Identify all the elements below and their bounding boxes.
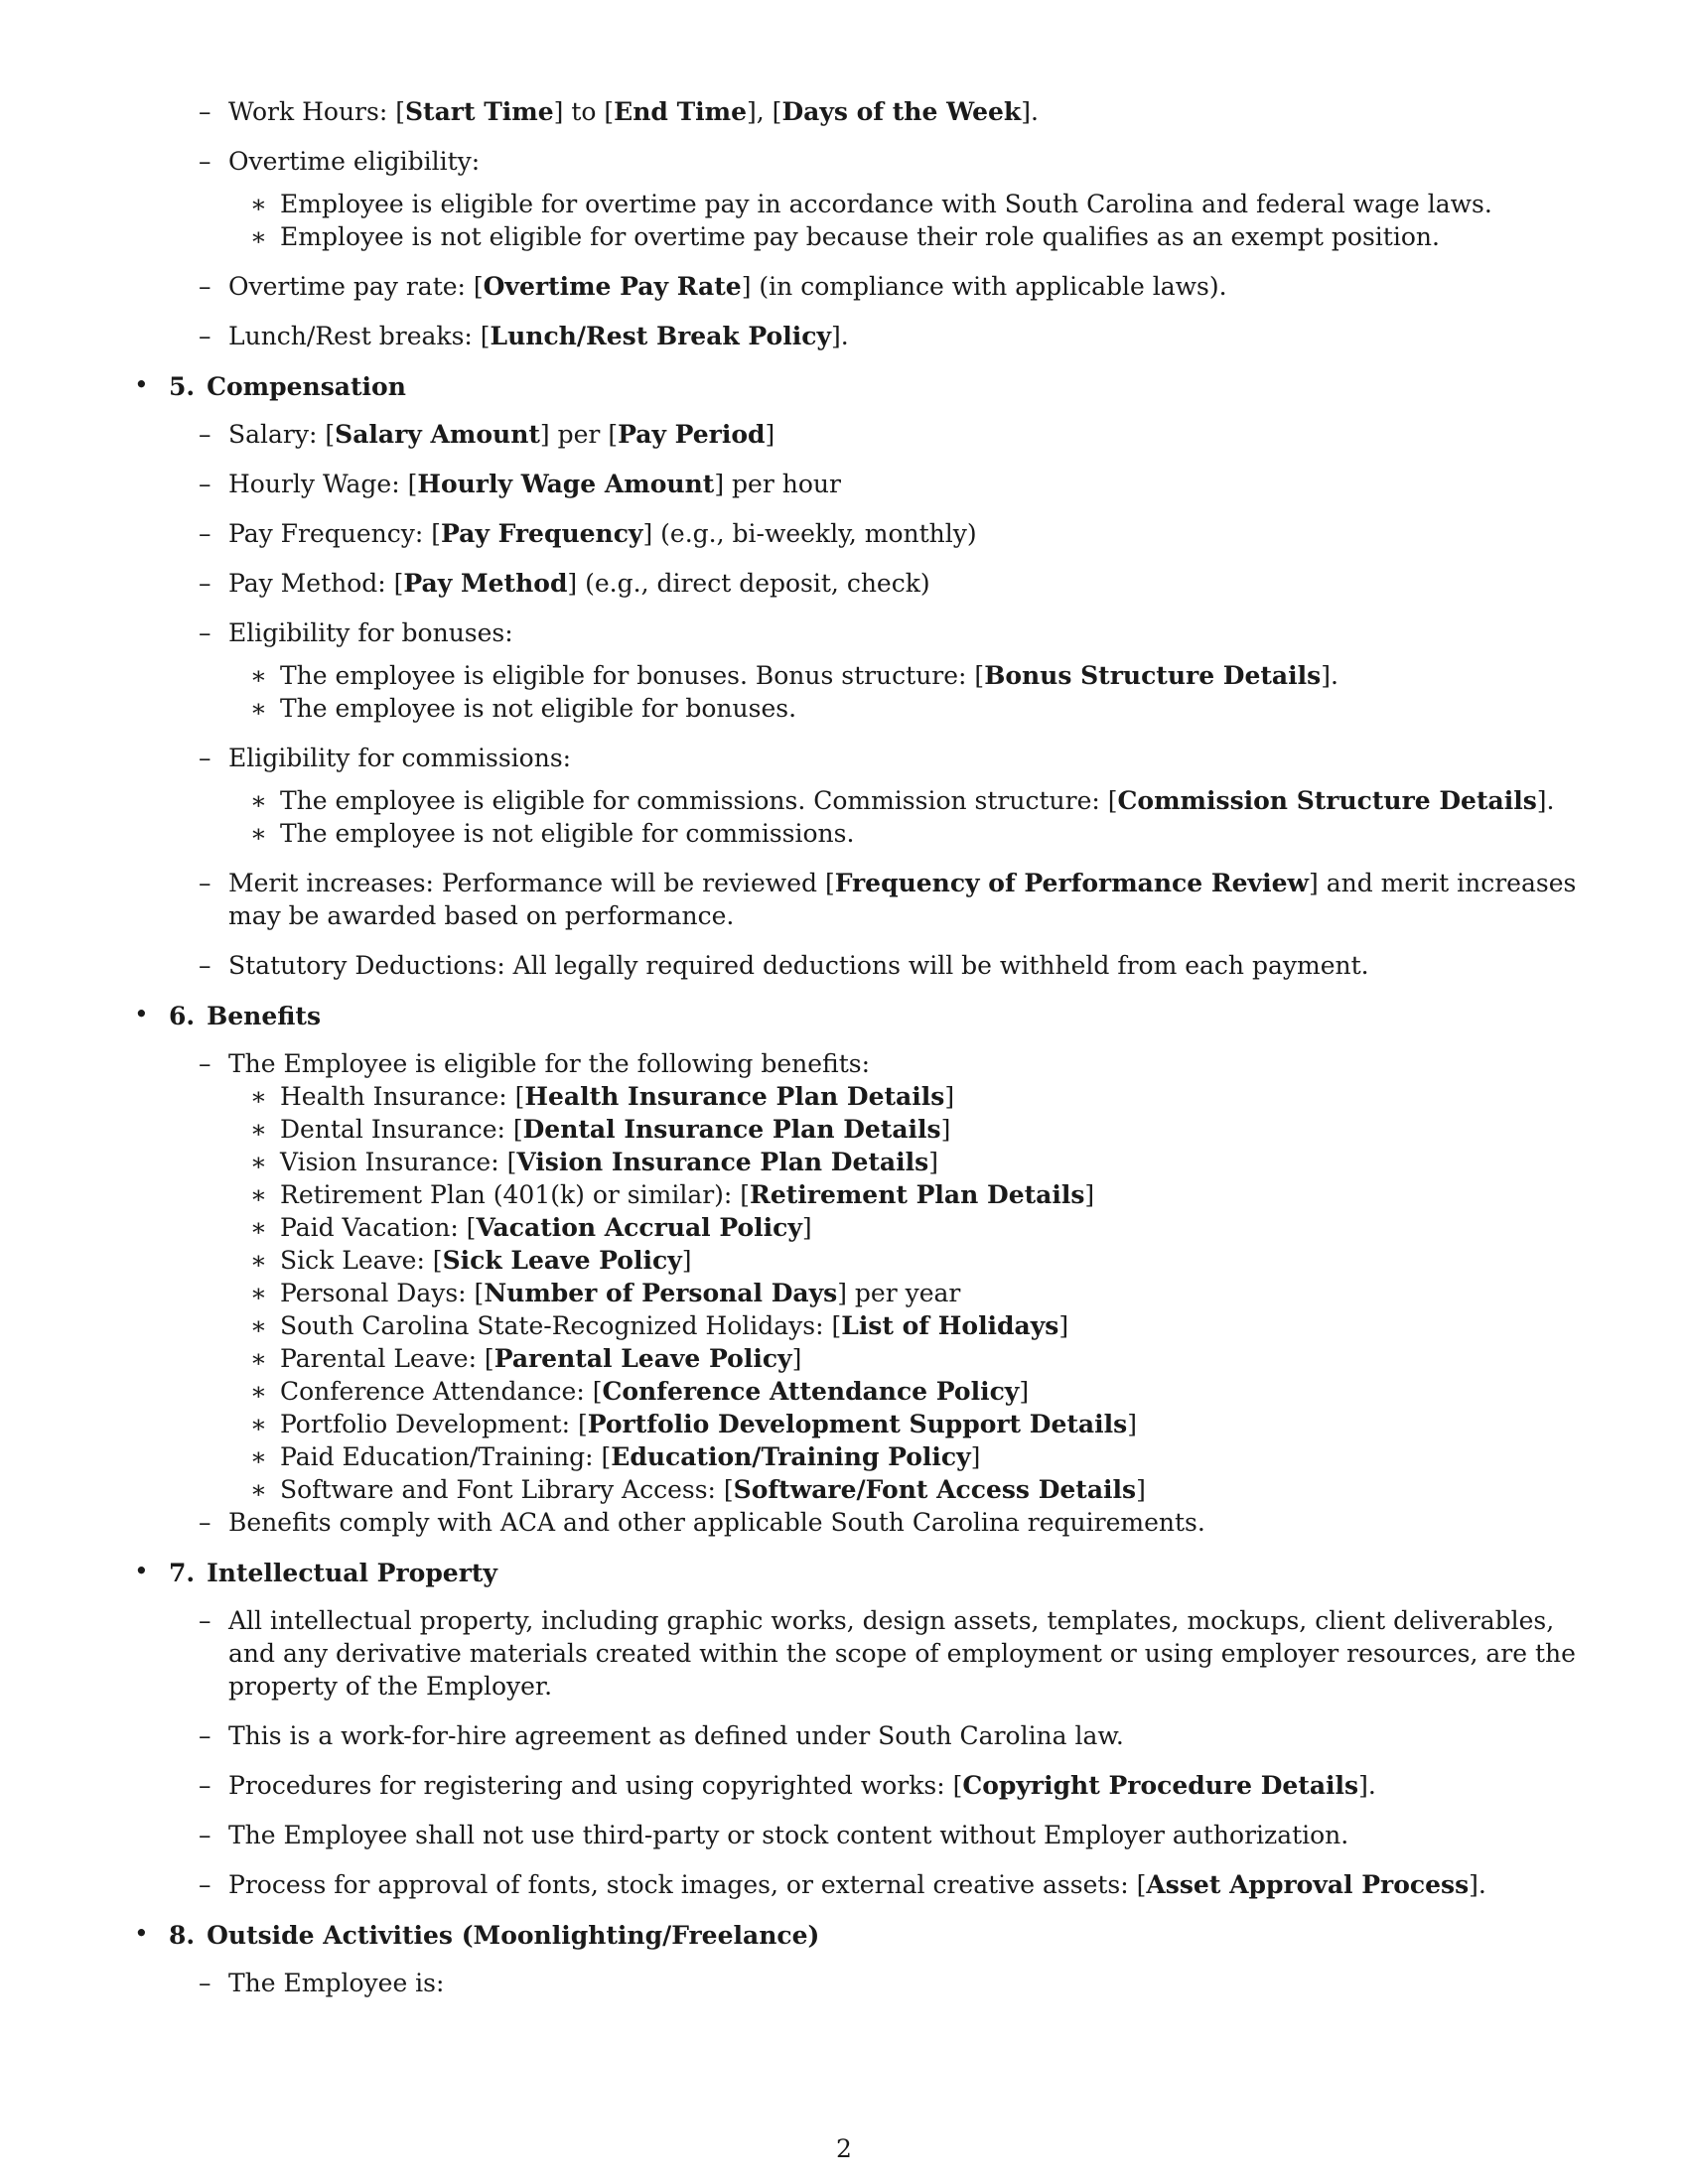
overtime-rate-item: – Overtime pay rate: [Overtime Pay Rate] (in compliance with applicable laws). xyxy=(127,270,1597,303)
benefit-item: ∗ Paid Vacation: [Vacation Accrual Policy] xyxy=(127,1211,1597,1244)
overtime-options xyxy=(127,188,1597,253)
section-heading: • 6. Benefits xyxy=(169,1002,322,1030)
page-number: 2 xyxy=(836,2134,852,2163)
merit-increases-item: – Merit increases: Performance will be reviewed [Frequency of Performance Review] and merit increases may be awarded based on performance. xyxy=(127,867,1597,932)
document-body xyxy=(127,95,1597,2016)
section-intellectual-property xyxy=(127,1557,1597,1590)
bonus-option-eligible: ∗ The employee is eligible for bonuses. Bonus structure: [Bonus Structure Details]. xyxy=(127,659,1597,692)
benefit-item: ∗ Personal Days: [Number of Personal Days] per year xyxy=(127,1277,1597,1309)
section-compensation xyxy=(127,370,1597,404)
benefits-intro-item: – The Employee is eligible for the following benefits: xyxy=(127,1047,1597,1080)
work-hours-item: – Work Hours: [Start Time] to [End Time], [Days of the Week]. xyxy=(127,95,1597,128)
commission-options xyxy=(127,784,1597,850)
section-heading: • 8. Outside Activities (Moonlighting/Freelance) xyxy=(169,1921,820,1950)
benefit-item: ∗ Paid Education/Training: [Education/Training Policy] xyxy=(127,1440,1597,1473)
bonus-options xyxy=(127,659,1597,725)
commission-option-eligible: ∗ The employee is eligible for commissions. Commission structure: [Commission Structure Details]. xyxy=(127,784,1597,817)
overtime-option-eligible: ∗ Employee is eligible for overtime pay in accordance with South Carolina and federal wage laws. xyxy=(127,188,1597,220)
lunch-breaks-item: – Lunch/Rest breaks: [Lunch/Rest Break Policy]. xyxy=(127,320,1597,352)
asset-approval-item: – Process for approval of fonts, stock images, or external creative assets: [Asset Approval Process]. xyxy=(127,1868,1597,1901)
benefit-item: ∗ Health Insurance: [Health Insurance Plan Details] xyxy=(127,1080,1597,1113)
hourly-wage-item: – Hourly Wage: [Hourly Wage Amount] per hour xyxy=(127,468,1597,500)
benefit-item: ∗ Parental Leave: [Parental Leave Policy] xyxy=(127,1342,1597,1375)
section-heading: • 7. Intellectual Property xyxy=(169,1559,497,1587)
work-for-hire-item: – This is a work-for-hire agreement as defined under South Carolina law. xyxy=(127,1719,1597,1752)
benefit-item: ∗ Dental Insurance: [Dental Insurance Plan Details] xyxy=(127,1113,1597,1146)
aca-compliance-item: – Benefits comply with ACA and other applicable South Carolina requirements. xyxy=(127,1506,1597,1539)
pay-frequency-item: – Pay Frequency: [Pay Frequency] (e.g., bi-weekly, monthly) xyxy=(127,517,1597,550)
bonus-eligibility-item: – Eligibility for bonuses: xyxy=(127,616,1597,649)
benefit-item: ∗ Conference Attendance: [Conference Attendance Policy] xyxy=(127,1375,1597,1408)
ip-ownership-item: – All intellectual property, including graphic works, design assets, templates, mockups, client deliverables, and any derivative materials created within the scope of employment or using employer resources, are the property of the Employer. xyxy=(127,1604,1597,1703)
outside-activities-intro-item: – The Employee is: xyxy=(127,1967,1597,1999)
bonus-option-not-eligible: ∗ The employee is not eligible for bonuses. xyxy=(127,692,1597,725)
commission-eligibility-item: – Eligibility for commissions: xyxy=(127,742,1597,774)
commission-option-not-eligible: ∗ The employee is not eligible for commissions. xyxy=(127,817,1597,850)
third-party-content-item: – The Employee shall not use third-party or stock content without Employer authorization. xyxy=(127,1819,1597,1851)
benefit-item: ∗ South Carolina State-Recognized Holidays: [List of Holidays] xyxy=(127,1309,1597,1342)
copyright-procedure-item: – Procedures for registering and using copyrighted works: [Copyright Procedure Details]. xyxy=(127,1769,1597,1802)
section-benefits xyxy=(127,1000,1597,1033)
salary-item: – Salary: [Salary Amount] per [Pay Period] xyxy=(127,418,1597,451)
benefit-item: ∗ Portfolio Development: [Portfolio Development Support Details] xyxy=(127,1408,1597,1440)
overtime-eligibility-item: – Overtime eligibility: xyxy=(127,145,1597,178)
pay-method-item: – Pay Method: [Pay Method] (e.g., direct deposit, check) xyxy=(127,567,1597,600)
overtime-option-exempt: ∗ Employee is not eligible for overtime pay because their role qualifies as an exempt position. xyxy=(127,220,1597,253)
statutory-deductions-item: – Statutory Deductions: All legally required deductions will be withheld from each payment. xyxy=(127,949,1597,982)
benefit-item: ∗ Sick Leave: [Sick Leave Policy] xyxy=(127,1244,1597,1277)
benefit-item: ∗ Software and Font Library Access: [Software/Font Access Details] xyxy=(127,1473,1597,1506)
section-outside-activities xyxy=(127,1919,1597,1953)
benefit-item: ∗ Retirement Plan (401(k) or similar): [Retirement Plan Details] xyxy=(127,1178,1597,1211)
section-heading: • 5. Compensation xyxy=(169,372,406,401)
benefits-list xyxy=(127,1080,1597,1506)
benefit-item: ∗ Vision Insurance: [Vision Insurance Plan Details] xyxy=(127,1146,1597,1178)
